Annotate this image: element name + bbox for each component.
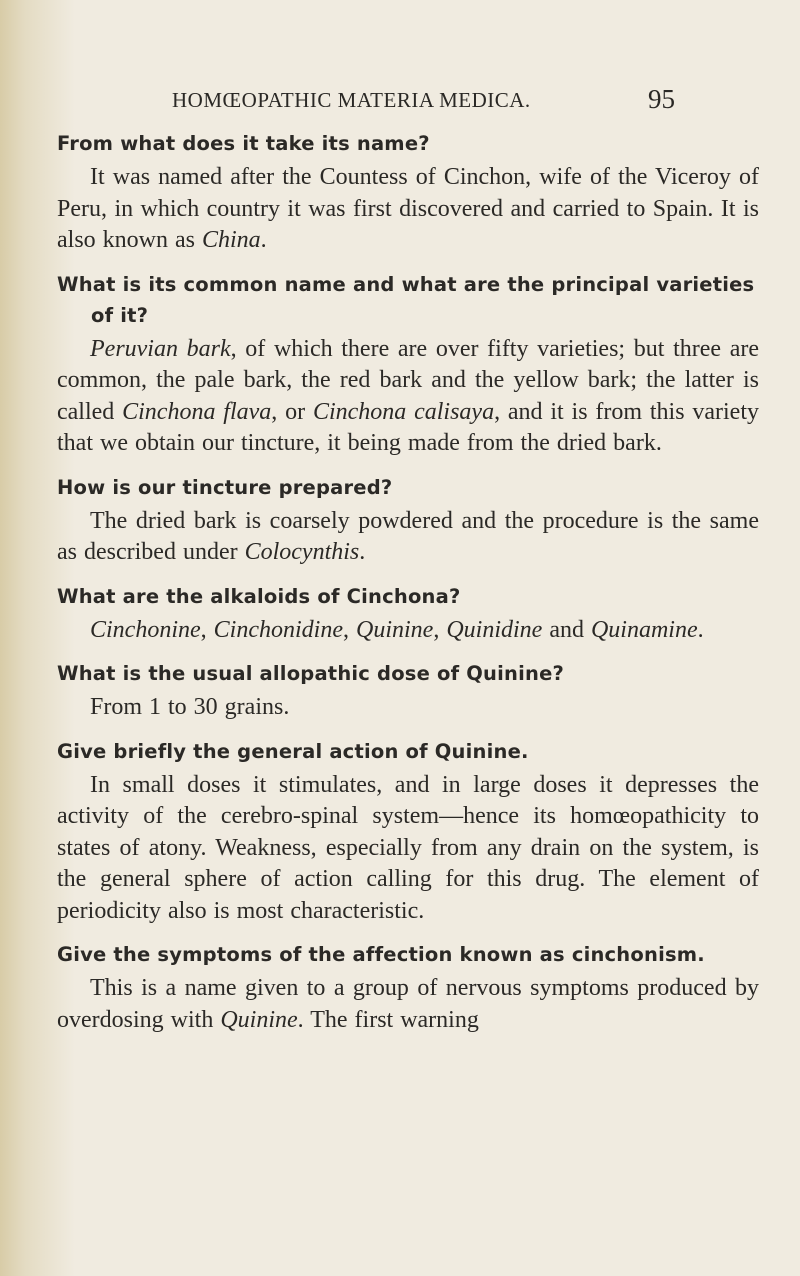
answer-text: This is a name given to a group of nervous symptoms produced by overdosing with — [57, 975, 759, 1033]
question: From what does it take its name? — [57, 132, 430, 155]
answer — [57, 973, 759, 1036]
answer-text: . — [697, 616, 704, 643]
qa-block — [57, 269, 759, 460]
running-head: HOMŒOPATHIC MATERIA MEDICA. — [172, 88, 531, 112]
answer-italic-text: Cinchonine — [90, 616, 201, 643]
page-body — [57, 128, 759, 1048]
qa-block — [57, 472, 759, 569]
answer-italic-text: Quinine — [220, 1006, 298, 1033]
answer-text: , of which there are over fifty varieties; but three are common, the pale bark, the red bark and the yellow bark; the latter is called — [57, 335, 760, 425]
answer-text: It was named after the Countess of Cinchon, wife of the Viceroy of Peru, in which country it was first discovered and carried to Spain. It is also known as — [57, 164, 759, 253]
answer-text: In small doses it stimulates, and in large doses it depresses the activity of the cerebro-spinal system—hence its homœopathicity to states of atony. Weakness, especially from any drain on the system, is the general sphere of action calling for this drug. The element of periodicity also is most characteristic. — [57, 771, 759, 924]
answer-text: , or — [271, 398, 313, 425]
question: What are the alkaloids of Cinchona? — [57, 584, 461, 608]
answer-text: , — [342, 616, 356, 643]
answer-italic-text: Peruvian bark — [90, 335, 231, 362]
answer-italic-text: Cinchona calisaya — [312, 398, 495, 425]
question: How is our tincture prepared? — [57, 475, 393, 499]
answer-text: . The first warning — [297, 1006, 479, 1033]
answer — [57, 770, 759, 928]
answer-text: , — [433, 616, 447, 643]
answer-text: . — [359, 539, 366, 565]
answer — [57, 162, 759, 257]
answer — [57, 506, 759, 569]
answer-italic-text: Quinamine — [590, 616, 698, 643]
qa-block — [57, 128, 759, 257]
question: Give the symptoms of the affection known as cinchonism. — [57, 943, 705, 966]
answer-text: , and it is from this variety that we obtain our tincture, it being made from the dried bark. — [57, 398, 759, 456]
qa-block — [57, 658, 759, 724]
answer-italic-text: Quinine — [355, 616, 434, 643]
page-header — [0, 84, 800, 128]
qa-block — [57, 939, 759, 1036]
answer — [57, 334, 759, 460]
answer — [57, 692, 759, 724]
answer-text: The dried bark is coarsely powdered and the procedure is the same as described under — [57, 507, 759, 565]
answer-text: , — [200, 616, 214, 643]
answer-italic-text: Colocynthis — [244, 539, 360, 565]
page-number: 95 — [648, 84, 675, 114]
question: What is its common name and what are the principal varieties of it? — [57, 272, 755, 327]
answer-italic-text: Cinchonidine — [213, 616, 343, 643]
answer-text: and — [542, 616, 591, 643]
answer-text: From 1 to 30 grains. — [90, 694, 290, 720]
question: What is the usual allopathic dose of Quinine? — [57, 662, 565, 685]
answer-italic-text: China — [201, 227, 261, 253]
answer-italic-text: Cinchona flava — [122, 398, 272, 425]
question: Give briefly the general action of Quinine. — [57, 739, 529, 763]
answer — [57, 615, 759, 647]
qa-block — [57, 736, 759, 928]
answer-italic-text: Quinidine — [446, 616, 543, 643]
qa-block — [57, 581, 759, 647]
answer-text: . — [260, 227, 267, 253]
